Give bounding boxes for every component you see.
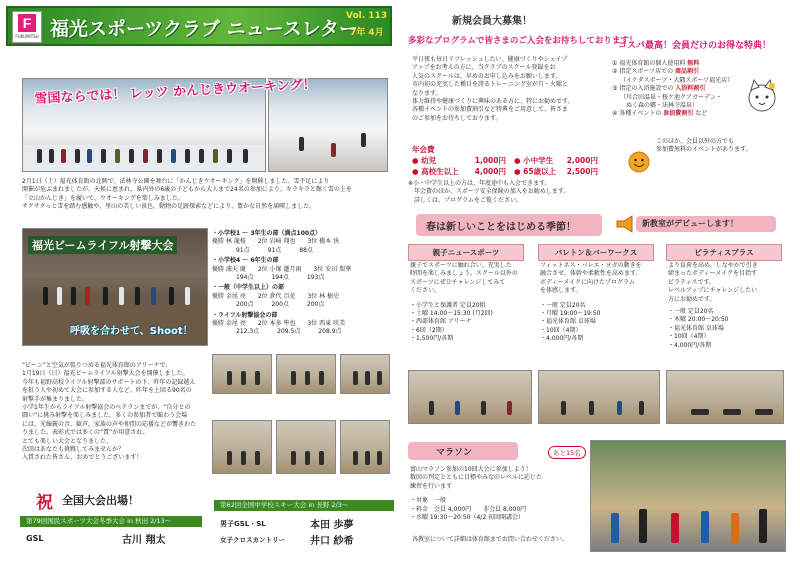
- winner-photo-3: [340, 354, 390, 394]
- fee-table: ● 幼児 1,000円 ● 小中学生 2,000円 ● 高校生以上 4,000円 ● 65歳以上 2,500円: [412, 156, 598, 176]
- recruit-body: 平日夜も毎日リフレッシュしたい、健康づくりやシェイプ アップをお考えの方に、当クラブのスクール登録をお 人気のスクールは、早めのお申し込みをお願いします。 市内初の充実した種目を誇るトレーニング室が月・火曜と なります。 体力維持や健康づくりに興味のある方に、特にお勧めです。 各種イベントの参加費割引など特典をご用意して、皆さま のご参加をお待ちしております。: [412, 56, 574, 122]
- club-logo: [12, 11, 42, 43]
- marathon-body: 富山マラソン参加の10回大会に参加しよう！ 数回の判定とともに目標やみなのレベルに応じた 練習を行います ・対象 一般 ・料金 会員 4,000円 非会員 8,000円 ・水曜 19:30〜20:50（4/2 初回開講会）: [410, 466, 543, 521]
- winner-photo-6: [340, 420, 390, 474]
- shooting-banner: 福光ビームライフル射撃大会: [28, 236, 177, 254]
- national-athlete-3: 井口 紗希: [310, 536, 354, 547]
- national-event-2: 男子GSL・SL: [220, 520, 266, 528]
- fee-title: 年会費: [412, 145, 435, 154]
- winner-photo-1: [212, 354, 272, 394]
- benefits-title: コスパ最高！会員だけのお得な特典！: [618, 41, 772, 51]
- class-body-parent: 親子でスポーツに触れ合い、充実した 時間を楽しみましょう。スクール以外の スポーツにぜひチャレンジしてみて ください。 ・小学生と保護者 定員20組 ・土曜 14:00〜15:30 (月2回) ・西部体育館 アリーナ ・6回（2期） ・1,500円/各期: [410, 262, 518, 343]
- class-photo-pilates: [666, 370, 784, 424]
- walking-banner: 雪国ならでは！ レッツ かんじきウオーキング！: [34, 77, 317, 107]
- national-event-3: 女子クロスカントリー: [220, 536, 285, 544]
- shooting-results: ・小学校1 〜 3年生の部（満点100点） 優勝 林 龍桜 2位 岩﨑 翔也 3位 橋本 快 91点 91点 88点 ・小学校4 〜 6年生の部 優勝 浦天 慶 2位 小塚 蓮月雨 3位 安田 梨華 194点 194点 193点 ・一般（中学生以上）の部 優勝 金尾 亮 2位 倉代 百花 3位 林 樹史 200点 200点 200点 ・ライフル射撃協会の部 優勝 金尾 亮 2位 本多 隼也 3位 西東 咲美 212.3点 209.5点 208.9点: [212, 230, 352, 336]
- national-athlete-1: 古川 翔太: [122, 535, 166, 546]
- logo-subtext: FUKUMITSU: [15, 34, 39, 39]
- class-body-pilates: より負荷を高め、しなやかで引き 締まったボディーメイクを目指す ピラティスです。 レベルアップにチャレンジしたい 方にお勧めです。 ・一般 定員20名 ・木曜 20:00〜20:50 ・福光体育館 卓球場 ・10回（4期） ・4,000円/各期: [668, 262, 758, 349]
- national-heading: 全国大会出場！: [62, 494, 139, 507]
- class-photo-parent: [408, 370, 532, 424]
- recruit-note: ※小・中学生以上の方は、年度途中も入会できます。 年会費のほか、スポーツ安全保険の加入をお勧めします。 詳しくは、プログラムをご覧ください。: [408, 180, 570, 204]
- marathon-photo: [590, 440, 786, 552]
- national-event-bar-1: 第79回国民スポーツ大会冬季大会 in 秋田 2/13〜: [20, 516, 202, 527]
- benefits-footer: このほか、会員以外の方でも 参加費無料のイベントがあります。: [656, 138, 752, 154]
- national-athlete-2: 本田 歩夢: [310, 520, 354, 531]
- class-title-parent: 親子ニュースポーツ: [408, 244, 524, 261]
- class-photo-barreton: [538, 370, 660, 424]
- header-bar: [6, 6, 392, 46]
- marathon-footer: 各教室について詳細は体育館までお問い合わせください。: [412, 536, 568, 543]
- spring-banner-text: 春は新しいことをはじめる季節！: [426, 222, 576, 233]
- celebration-mark: 祝: [36, 493, 53, 513]
- issue-date: 7年 4月: [350, 28, 384, 38]
- winner-photo-4: [212, 420, 272, 474]
- benefits-list: ① 福光体育館の個人使用料 無料 ② 指定スポーツ店での 商品割引 （イケダスポーツ・大隅スポーツ福光店） ③ 指定の入浴施設での 入浴料割引 （川合田温泉・桜ケ池クアガーデン・ ぬく森の郷・法林寺温泉） ④ 各種イベントの 参加費割引 など: [612, 60, 734, 118]
- newsletter-title: 福光スポーツクラブ ニュースレター: [50, 18, 358, 40]
- shooting-caption: 呼吸を合わせて、Shoot！: [70, 326, 193, 337]
- recruit-title: 新規会員大募集！: [452, 16, 532, 27]
- class-title-pilates: ピラティスプラス: [666, 244, 782, 261]
- class-title-barreton: バレトン＆バーワークス: [538, 244, 654, 261]
- remaining-badge: あと15名: [548, 446, 586, 459]
- winner-photo-5: [276, 420, 336, 474]
- volume-number: Vol. 113: [346, 11, 388, 21]
- logo-mark-icon: F: [18, 14, 36, 32]
- national-event-1: GSL: [26, 534, 44, 543]
- recruit-subtitle: 多彩なプログラムで皆さまのご入会をお待ちしております！: [408, 36, 638, 46]
- winner-photo-2: [276, 354, 336, 394]
- walking-body: 2月1日（土）福光体育館の北側で、法林寺公園を舞台に「かんじきウオーキング」を開催しました。雪不足により 開催が危ぶまれましたが、天候に恵まれ、県内外の6歳の子どもから大人まで24名の参加により、キラキラと輝く雪の上を 「立山かんじき」を履いて、ウオーキングを楽しみました。 サクサクっと雪を踏む感触や、里山の美しい景色、動物の足跡探索などにより、豊かな自然を満喫しました。: [22, 178, 352, 211]
- marathon-title: マラソン: [436, 448, 473, 458]
- shooting-body: “ピーン”と空気が張りつめる福光体育館のアリーナで、 1月19日（日）福光ビームライフル射撃大会を開催しました。 今年も福野高校ライフル射撃部のサポートの下、昨年の記録越え を狙う人や初めて大会に参加する人など、昨年を上回る90名の 射撃手が集まりました。 小学1年生からライフル射撃協会のベテランまでが、“自分との 闘い”に挑み射撃を楽しみました。多くの参加者で賑わう会場 には、光線銃の音、歓声、家族の声や仲間の応援などが響きわた りました。表彰式では多くの“賞”が用意され、 とても楽しい大会となりました。 次回はあなたも挑戦してみませんか？ 入賞された皆さん、おめでとうございます！: [22, 362, 197, 462]
- megaphone-icon: [614, 214, 636, 234]
- class-body-barreton: フィットネス・バレエ・ヨガの動きを 融合させ、体幹や柔軟性を高めます。 ボディーメイクに向けたプログラム を体感します。 ・一般 定員20名 ・月曜 19:00〜19:50 ・福光体育館 卓球場 ・10回（4期） ・4,000円/各期: [540, 262, 642, 343]
- debut-banner-text: 新教室がデビューします！: [642, 219, 738, 228]
- smile-face-icon: [626, 150, 652, 174]
- cat-mascot-icon: [742, 76, 782, 116]
- national-event-bar-2: 第62回全国中学校スキー大会 in 長野 2/3〜: [214, 500, 394, 511]
